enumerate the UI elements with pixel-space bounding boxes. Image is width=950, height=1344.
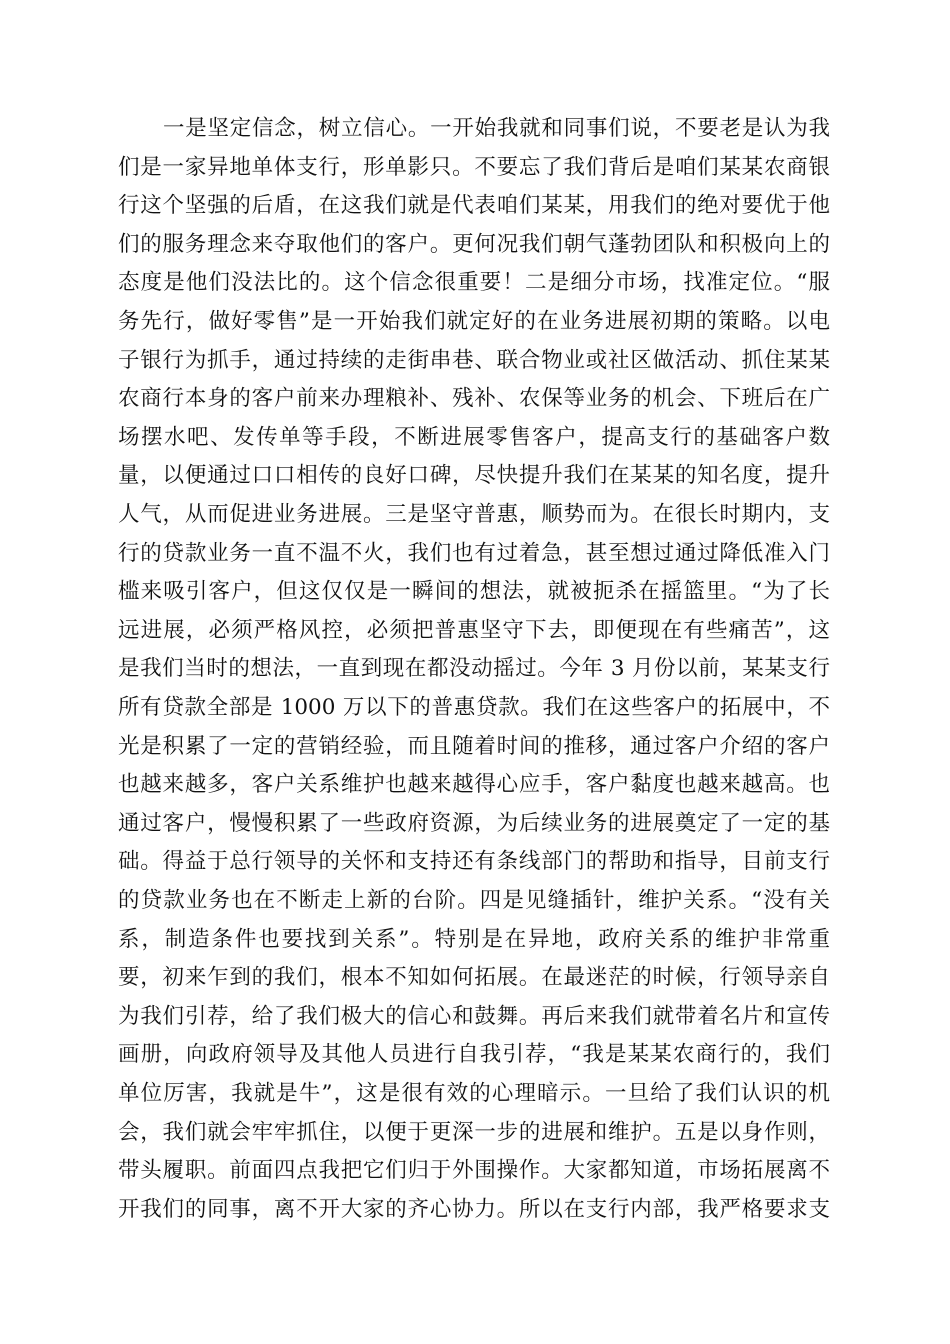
text-line: 场摆水吧、发传单等手段，不断进展零售客户，提高支行的基础客户数 xyxy=(118,424,830,450)
text-line: 们的服务理念来夺取他们的客户。更何况我们朝气蓬勃团队和积极向上的 xyxy=(118,231,830,257)
text-line: 会，我们就会牢牢抓住，以便于更深一步的进展和维护。五是以身作则， xyxy=(118,1119,830,1145)
text-line: 系，制造条件也要找到关系”。特别是在异地，政府关系的维护非常重 xyxy=(118,926,830,952)
text-line: 槛来吸引客户，但这仅仅是一瞬间的想法，就被扼杀在摇篮里。“为了长 xyxy=(118,579,830,605)
text-line: 行的贷款业务一直不温不火，我们也有过着急，甚至想过通过降低准入门 xyxy=(118,540,830,566)
text-line: 单位厉害，我就是牛”，这是很有效的心理暗示。一旦给了我们认识的机 xyxy=(118,1081,830,1106)
text-line: 子银行为抓手，通过持续的走街串巷、联合物业或社区做活动、抓住某某 xyxy=(118,347,830,373)
text-line: 一是坚定信念，树立信心。一开始我就和同事们说，不要老是认为我 xyxy=(163,116,830,141)
text-line: 量，以便通过口口相传的良好口碑，尽快提升我们在某某的知名度，提升 xyxy=(118,463,830,489)
text-line: 础。得益于总行领导的关怀和支持还有条线部门的帮助和指导，目前支行 xyxy=(118,849,830,875)
text-line: 所有贷款全部是 1000 万以下的普惠贷款。我们在这些客户的拓展中，不 xyxy=(118,695,830,720)
text-line: 远进展，必须严格风控，必须把普惠坚守下去，即便现在有些痛苦”，这 xyxy=(118,617,830,643)
text-line: 人气，从而促进业务进展。三是坚守普惠，顺势而为。在很长时期内，支 xyxy=(118,502,830,527)
text-line: 为我们引荐，给了我们极大的信心和鼓舞。再后来我们就带着名片和宣传 xyxy=(118,1003,830,1029)
text-line: 通过客户，慢慢积累了一些政府资源，为后续业务的进展奠定了一定的基 xyxy=(118,810,830,836)
text-line: 也越来越多，客户关系维护也越来越得心应手，客户黏度也越来越高。也 xyxy=(118,772,830,798)
text-line: 农商行本身的客户前来办理粮补、残补、农保等业务的机会、下班后在广 xyxy=(118,386,830,412)
text-line: 态度是他们没法比的。这个信念很重要！二是细分市场，找准定位。“服 xyxy=(118,270,830,296)
text-line: 是我们当时的想法，一直到现在都没动摇过。今年 3 月份以前，某某支行 xyxy=(118,656,830,682)
text-line: 要，初来乍到的我们，根本不知如何拓展。在最迷茫的时候，行领导亲自 xyxy=(118,965,830,991)
text-line: 务先行，做好零售”是一开始我们就定好的在业务进展初期的策略。以电 xyxy=(118,309,830,334)
text-line: 行这个坚强的后盾，在这我们就是代表咱们某某，用我们的绝对要优于他 xyxy=(118,193,830,219)
text-line: 的贷款业务也在不断走上新的台阶。四是见缝插针，维护关系。“没有关 xyxy=(118,888,830,913)
text-line: 开我们的同事，离不开大家的齐心协力。所以在支行内部，我严格要求支 xyxy=(118,1196,830,1222)
text-line: 画册，向政府领导及其他人员进行自我引荐，“我是某某农商行的，我们 xyxy=(118,1042,830,1068)
text-line: 带头履职。前面四点我把它们归于外围操作。大家都知道，市场拓展离不 xyxy=(118,1158,830,1184)
text-line: 光是积累了一定的营销经验，而且随着时间的推移，通过客户介绍的客户 xyxy=(118,733,830,759)
text-line: 们是一家异地单体支行，形单影只。不要忘了我们背后是咱们某某农商银 xyxy=(118,154,830,180)
